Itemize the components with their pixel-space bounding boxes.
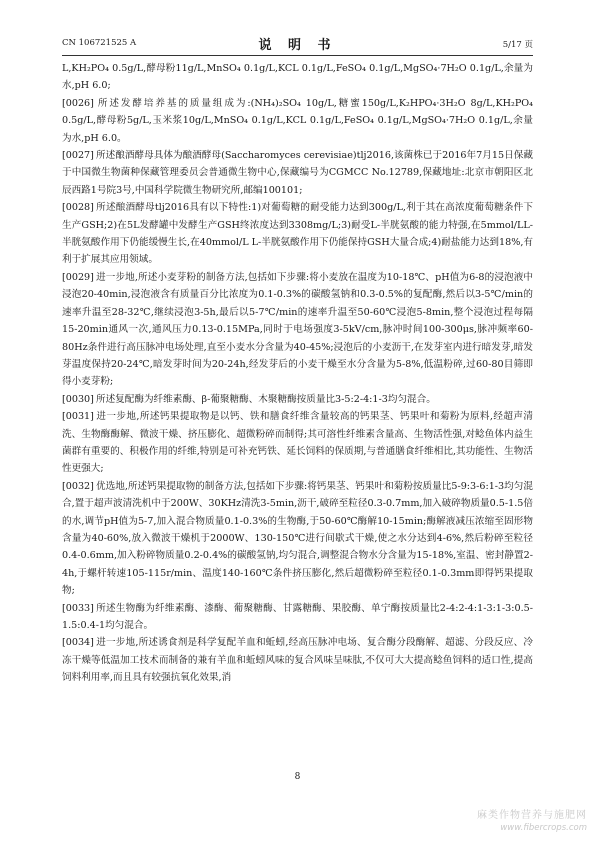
page-indicator: 5/17 页	[502, 40, 533, 50]
paragraph-continuation	[62, 60, 533, 95]
paragraph-number: [0030]	[62, 393, 94, 405]
document-body	[62, 60, 533, 687]
paragraph-text: 进一步地,所述小麦芽粉的制备方法,包括如下步骤:将小麦放在温度为10-18℃、pH值为6-8的浸泡液中浸泡20-40min,浸泡液含有质量百分比浓度为0.1-0.3%的碳酸氢钠和0.3-0.5%的复配酶,然后以3-5℃/min的速率升温至28-32℃,继续浸泡3-5h,最后以5-7℃/min的速率升温至50-60℃浸泡5-8min,整个浸泡过程每隔15-20min通风一次,通风压力0.13-0.15MPa,同时于电场强度3-5kV/cm,脉冲时间100-300μs,脉冲频率60-80Hz条件进行高压脉冲电场处理,直至小麦水分含量为40-45%;浸泡后的小麦沥干,在发芽室内进行暗发芽,暗发芽温度保持20-24℃,暗发芽时间为20-24h,经发芽后的小麦干燥至水分含量为5-8%,低温粉碎,过60-80目筛即得小麦芽粉;	[62, 271, 533, 388]
paragraph	[62, 199, 533, 269]
paragraph	[62, 634, 533, 686]
paragraph-text: L,KH₂PO₄ 0.5g/L,酵母粉11g/L,MnSO₄ 0.1g/L,KCL 0.1g/L,FeSO₄ 0.1g/L,MgSO₄·7H₂O 0.1g/L,余量为水,pH 6.0;	[62, 63, 533, 92]
paragraph-number: [0033]	[62, 602, 94, 614]
paragraph-number: [0034]	[62, 637, 94, 649]
watermark-url: www.fibercrops.com	[500, 823, 587, 833]
paragraph	[62, 408, 533, 478]
paragraph-text: 优选地,所述钙果提取物的制备方法,包括如下步骤:将钙果茎、钙果叶和菊粉按质量比5-9:3-6:1-3均匀混合,置于超声波清洗机中于200W、30KHz清洗3-5min,沥干,破碎至粒径0.3-0.7mm,加入破碎物质量0.5-1.5倍的水,调节pH值为5-7,加入混合物质量0.1-0.3%的生物酶,于50-60℃酶解10-15min;酶解液减压浓缩至固形物含量为40-60%,放入微波干燥机于2000W、130-150℃进行间歇式干燥,使之水分达到4-6%,然后粉碎至粒径0.4-0.6mm,加入粉碎物质量0.2-0.4%的碳酸氢钠,均匀混合,调整混合物水分含量为15-18%,室温、密封静置2-4h,于螺杆转速105-115r/min、温度140-160℃条件挤压膨化,然后超微粉碎至粒径0.1-0.3mm即得钙果提取物;	[62, 480, 533, 597]
paragraph-text: 所述酿酒酵母tlj2016具有以下特性:1)对葡萄糖的耐受能力达到300g/L,利于其在高浓度葡萄糖条件下生产GSH;2)在5L发酵罐中发酵生产GSH终浓度达到3308mg/L;3)耐受L-半胱氨酸的能力特强,在5mmol/LL-半胱氨酸作用下仍能缓慢生长,在40mmol/L L-半胱氨酸作用下仍能保持GSH大量合成;4)耐盐能力达到18%,有利于扩展其应用领域。	[62, 202, 533, 266]
document-type-title: 说 明 书	[258, 38, 337, 53]
watermark	[427, 806, 587, 833]
paragraph-number: [0031]	[62, 411, 94, 423]
paragraph-number: [0026]	[62, 97, 94, 109]
patent-number: CN 106721525 A	[62, 38, 137, 48]
paragraph-number: [0032]	[62, 480, 94, 492]
paragraph	[62, 478, 533, 600]
paragraph-number: [0027]	[62, 150, 94, 162]
paragraph-number: [0028]	[62, 202, 94, 214]
header-rule	[62, 55, 533, 56]
page-number: 8	[294, 772, 301, 782]
paragraph	[62, 147, 533, 199]
page-header	[62, 34, 533, 54]
paragraph	[62, 600, 533, 635]
paragraph-text: 所述复配酶为纤维素酶、β-葡聚糖酶、木聚糖酶按质量比3-5:2-4:1-3均匀混合。	[96, 393, 436, 405]
watermark-site-name: 麻类作物营养与施肥网	[477, 810, 587, 821]
paragraph	[62, 269, 533, 391]
paragraph-text: 所述生物酶为纤维素酶、漆酶、葡聚糖酶、甘露糖酶、果胶酶、单宁酶按质量比2-4:2-4:1-3:1-3:0.5-1.5:0.4-1均匀混合。	[62, 602, 533, 631]
paragraph-text: 进一步地,所述钙果提取物是以钙、铁和膳食纤维含量较高的钙果茎、钙果叶和菊粉为原料,经超声清洗、生物酶酶解、微波干燥、挤压膨化、超微粉碎而制得;其可溶性纤维素含量高、生物活性强,对鲶鱼体内益生菌群有重要的、积极作用的纤维,特别是可补充钙铁、延长饲料的保质期,与普通膳食纤维相比,其功能性、生物活性更强大;	[62, 411, 533, 475]
paragraph	[62, 391, 533, 408]
paragraph	[62, 95, 533, 147]
paragraph-number: [0029]	[62, 271, 94, 283]
paragraph-text: 进一步地,所述诱食剂是科学复配羊血和蚯蚓,经高压脉冲电场、复合酶分段酶解、超滤、分段反应、冷冻干燥等低温加工技术而制备的兼有羊血和蚯蚓风味的复合风味呈味肽,不仅可大大提高鲶鱼饲料的适口性,提高饲料利用率,而且具有较强抗氧化效果,消	[62, 637, 533, 684]
paragraph-text: 所述发酵培养基的质量组成为:(NH₄)₂SO₄ 10g/L,糖蜜150g/L,K₂HPO₄·3H₂O 8g/L,KH₂PO₄ 0.5g/L,酵母粉5g/L,玉米浆10g/L,MnSO₄ 0.1g/L,KCL 0.1g/L,FeSO₄ 0.1g/L,MgSO₄·7H₂O 0.1g/L,余量为水,pH 6.0。	[62, 97, 533, 144]
paragraph-text: 所述酿酒酵母具体为酿酒酵母(Saccharomyces cerevisiae)tlj2016,该菌株已于2016年7月15日保藏于中国微生物菌种保藏管理委员会普通微生物中心,保藏编号为CGMCC No.12789,保藏地址:北京市朝阳区北辰西路1号院3号,中国科学院微生物研究所,邮编100101;	[62, 150, 533, 196]
